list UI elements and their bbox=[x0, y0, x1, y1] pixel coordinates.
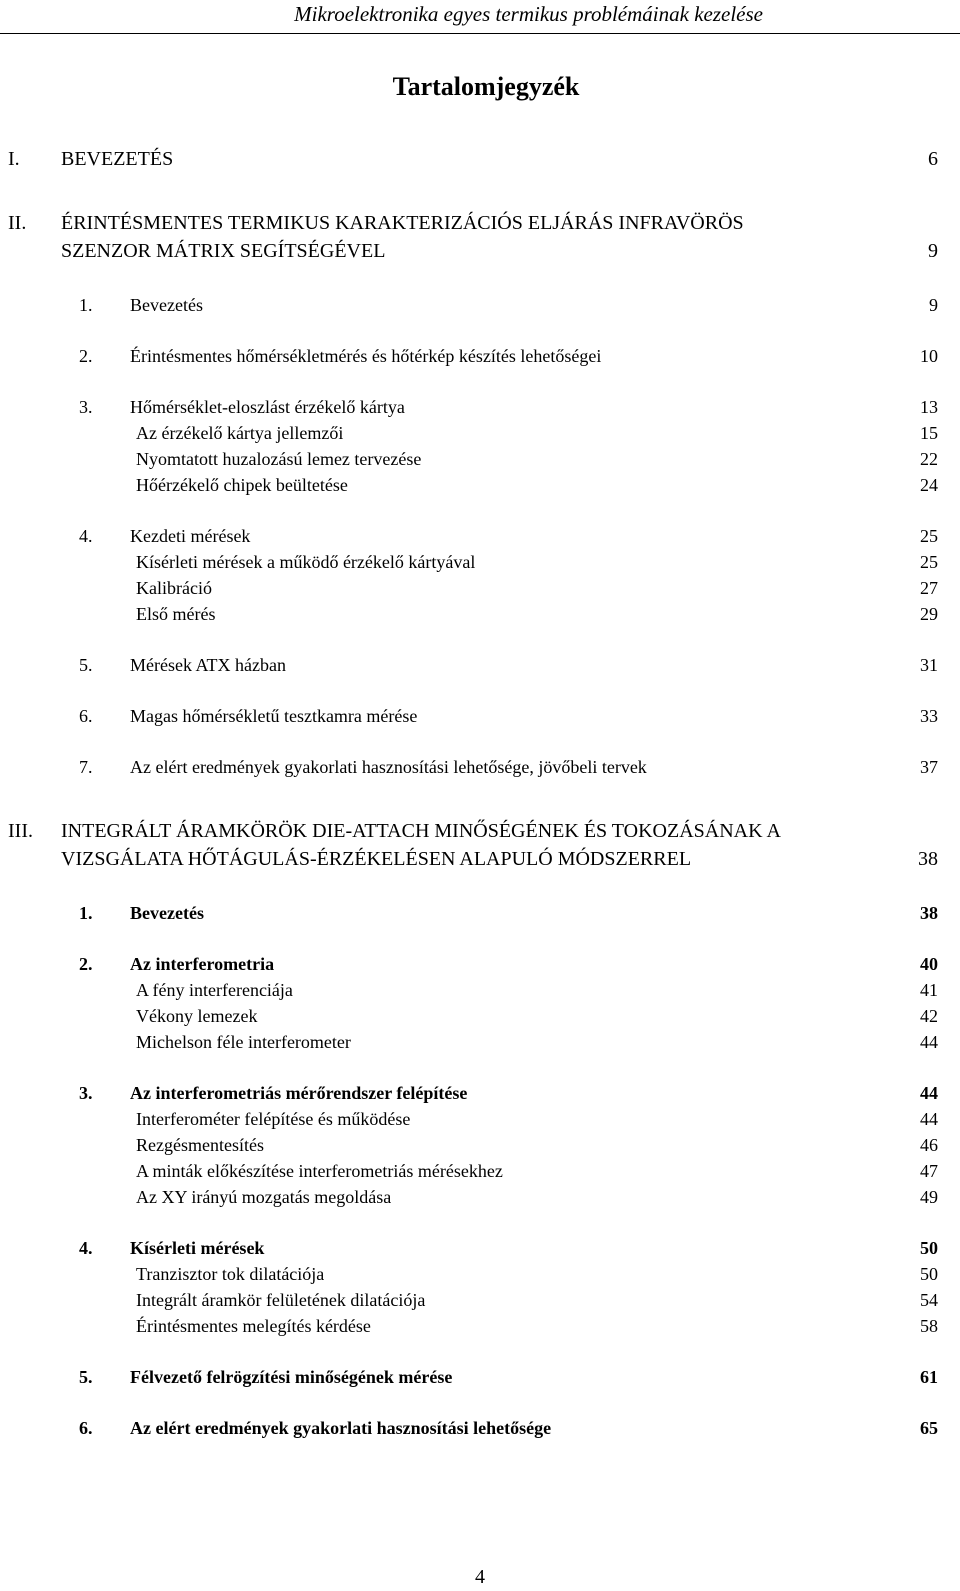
entry-page: 61 bbox=[920, 1367, 938, 1387]
chapter-title: BEVEZETÉS bbox=[61, 148, 174, 170]
entry-number: 2. bbox=[79, 954, 93, 974]
entry-number: 5. bbox=[79, 1367, 93, 1387]
entry-title: Az elért eredmények gyakorlati hasznosítási lehetősége, jövőbeli tervek bbox=[130, 757, 647, 777]
subentry-title: Hőérzékelő chipek beültetése bbox=[136, 475, 348, 495]
chapter-title-line1: INTEGRÁLT ÁRAMKÖRÖK DIE-ATTACH MINŐSÉGÉNEK ÉS TOKOZÁSÁNAK A bbox=[61, 820, 781, 842]
running-header-text: Mikroelektronika egyes termikus problémáinak kezelése bbox=[294, 2, 763, 26]
entry-number: 2. bbox=[79, 346, 93, 366]
entry-title: Az elért eredmények gyakorlati hasznosítási lehetősége bbox=[130, 1418, 552, 1438]
subentry-page: 46 bbox=[920, 1135, 938, 1155]
entry-page: 38 bbox=[920, 903, 938, 923]
subentry-page: 42 bbox=[920, 1006, 938, 1026]
entry-page: 9 bbox=[929, 295, 938, 315]
entry-number: 3. bbox=[79, 397, 93, 417]
subentry-title: Az XY irányú mozgatás megoldása bbox=[136, 1187, 392, 1207]
subentry-title: Tranzisztor tok dilatációja bbox=[136, 1264, 325, 1284]
subentry-title: Vékony lemezek bbox=[136, 1006, 258, 1026]
subentry-page: 29 bbox=[920, 604, 938, 624]
entry-title: Az interferometriás mérőrendszer felépítése bbox=[130, 1083, 468, 1103]
entry-page: 13 bbox=[920, 397, 938, 417]
subentry-page: 25 bbox=[920, 552, 938, 572]
entry-title: Bevezetés bbox=[130, 295, 203, 315]
subentry-page: 44 bbox=[920, 1032, 938, 1052]
chapter-page: 6 bbox=[928, 148, 938, 170]
entry-page: 37 bbox=[920, 757, 938, 777]
subentry-page: 49 bbox=[920, 1187, 938, 1207]
subentry-page: 24 bbox=[920, 475, 938, 495]
entry-number: 6. bbox=[79, 706, 93, 726]
entry-page: 10 bbox=[920, 346, 938, 366]
chapter-page: 9 bbox=[928, 240, 938, 262]
entry-title: Kísérleti mérések bbox=[130, 1238, 265, 1258]
chapter-title-line1: ÉRINTÉSMENTES TERMIKUS KARAKTERIZÁCIÓS ELJÁRÁS INFRAVÖRÖS bbox=[61, 212, 744, 234]
entry-title: Az interferometria bbox=[130, 954, 275, 974]
chapter-page: 38 bbox=[918, 848, 938, 870]
subentry-title: Az érzékelő kártya jellemzői bbox=[136, 423, 344, 443]
entry-number: 6. bbox=[79, 1418, 93, 1438]
entry-title: Hőmérséklet-eloszlást érzékelő kártya bbox=[130, 397, 405, 417]
chapter-title-line2: VIZSGÁLATA HŐTÁGULÁS-ÉRZÉKELÉSEN ALAPULÓ MÓDSZERREL bbox=[61, 848, 692, 870]
toc-title: Tartalomjegyzék bbox=[392, 72, 580, 101]
entry-page: 33 bbox=[920, 706, 938, 726]
running-header bbox=[0, 0, 960, 34]
subentry-title: Integrált áramkör felületének dilatációja bbox=[136, 1290, 426, 1310]
entry-title: Kezdeti mérések bbox=[130, 526, 251, 546]
entry-number: 7. bbox=[79, 757, 93, 777]
subentry-title: Michelson féle interferometer bbox=[136, 1032, 351, 1052]
subentry-title: A fény interferenciája bbox=[136, 980, 293, 1000]
subentry-page: 50 bbox=[920, 1264, 938, 1284]
subentry-title: Kísérleti mérések a működő érzékelő kártyával bbox=[136, 552, 476, 572]
subentry-title: A minták előkészítése interferometriás mérésekhez bbox=[136, 1161, 503, 1181]
entry-title: Mérések ATX házban bbox=[130, 655, 286, 675]
entry-title: Félvezető felrögzítési minőségének mérése bbox=[130, 1367, 453, 1387]
entry-number: 4. bbox=[79, 1238, 93, 1258]
entry-number: 1. bbox=[79, 295, 93, 315]
subentry-page: 15 bbox=[920, 423, 938, 443]
subentry-title: Kalibráció bbox=[136, 578, 212, 598]
subentry-page: 27 bbox=[920, 578, 938, 598]
entry-number: 3. bbox=[79, 1083, 93, 1103]
entry-number: 4. bbox=[79, 526, 93, 546]
subentry-title: Első mérés bbox=[136, 604, 216, 624]
subentry-page: 58 bbox=[920, 1316, 938, 1336]
subentry-title: Nyomtatott huzalozású lemez tervezése bbox=[136, 449, 422, 469]
subentry-title: Interferométer felépítése és működése bbox=[136, 1109, 411, 1129]
chapter-number: II. bbox=[8, 212, 27, 234]
entry-page: 25 bbox=[920, 526, 938, 546]
subentry-page: 54 bbox=[920, 1290, 938, 1310]
entry-number: 1. bbox=[79, 903, 93, 923]
subentry-page: 47 bbox=[920, 1161, 938, 1181]
chapter-number: III. bbox=[8, 820, 33, 842]
entry-number: 5. bbox=[79, 655, 93, 675]
subentry-title: Rezgésmentesítés bbox=[136, 1135, 264, 1155]
subentry-page: 41 bbox=[920, 980, 938, 1000]
entry-page: 40 bbox=[920, 954, 938, 974]
subentry-page: 22 bbox=[920, 449, 938, 469]
entry-page: 44 bbox=[920, 1083, 938, 1103]
entry-page: 65 bbox=[920, 1418, 938, 1438]
entry-page: 50 bbox=[920, 1238, 938, 1258]
chapter-title-line2: SZENZOR MÁTRIX SEGÍTSÉGÉVEL bbox=[61, 240, 386, 262]
page-number: 4 bbox=[475, 1566, 485, 1588]
entry-title: Érintésmentes hőmérsékletmérés és hőtérkép készítés lehetőségei bbox=[130, 346, 602, 366]
entry-page: 31 bbox=[920, 655, 938, 675]
subentry-page: 44 bbox=[920, 1109, 938, 1129]
entry-title: Bevezetés bbox=[130, 903, 204, 923]
chapter-number: I. bbox=[8, 148, 20, 170]
entry-title: Magas hőmérsékletű tesztkamra mérése bbox=[130, 706, 418, 726]
subentry-title: Érintésmentes melegítés kérdése bbox=[136, 1316, 371, 1336]
